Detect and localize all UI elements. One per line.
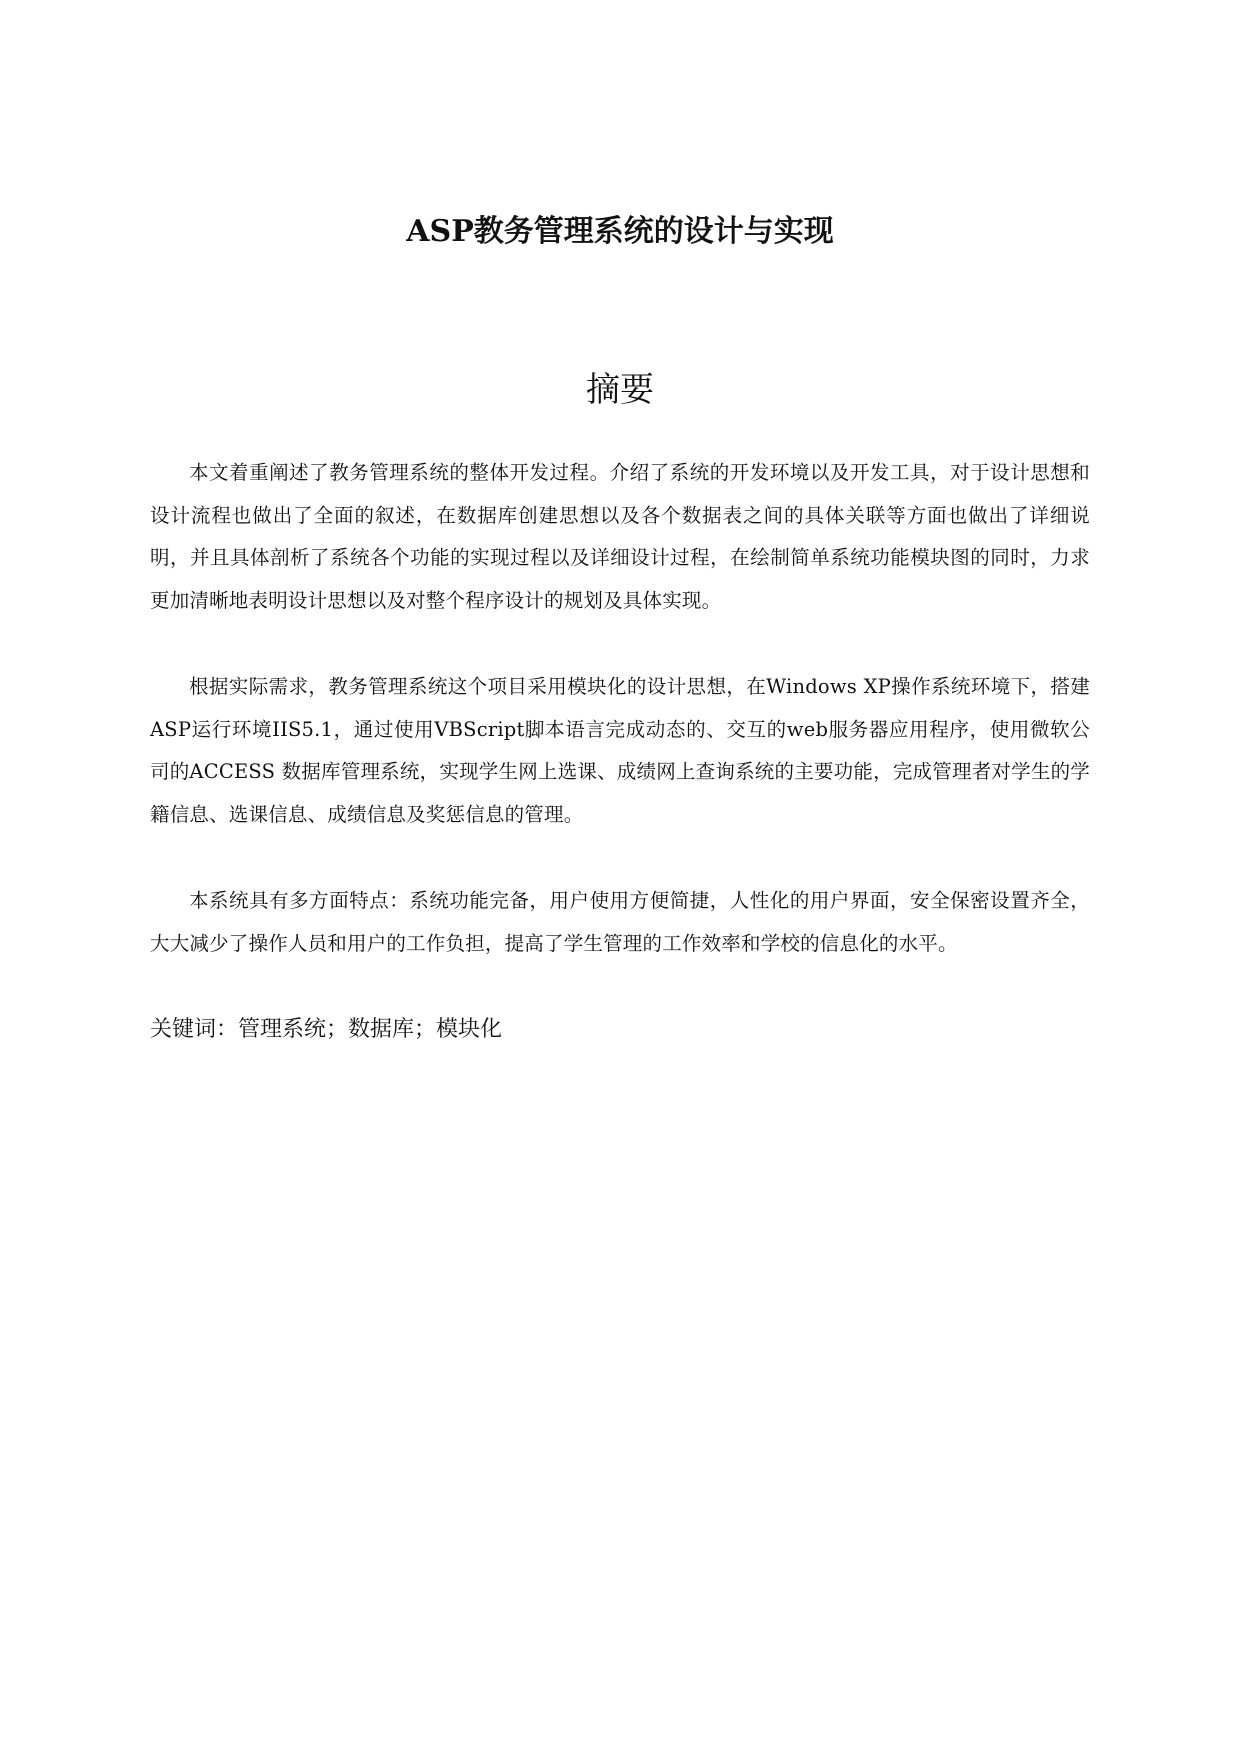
document-title: ASP教务管理系统的设计与实现	[406, 214, 834, 249]
abstract-body	[150, 452, 1090, 965]
abstract-heading: 摘要	[586, 370, 654, 410]
abstract-paragraph-3: 本系统具有多方面特点：系统功能完备，用户使用方便简捷，人性化的用户界面，安全保密设置齐全，大大减少了操作人员和用户的工作负担，提高了学生管理的工作效率和学校的信息化的水平。	[150, 889, 1090, 955]
keywords-line: 关键词：管理系统；数据库；模块化	[150, 1017, 503, 1042]
abstract-paragraph-2: 根据实际需求，教务管理系统这个项目采用模块化的设计思想，在Windows XP操作系统环境下，搭建ASP运行环境IIS5.1，通过使用VBScript脚本语言完成动态的、交互的web服务器应用程序，使用微软公司的ACCESS 数据库管理系统，实现学生网上选课、成绩网上查询系统的主要功能，完成管理者对学生的学籍信息、选课信息、成绩信息及奖惩信息的管理。	[150, 675, 1090, 826]
abstract-paragraph-1: 本文着重阐述了教务管理系统的整体开发过程。介绍了系统的开发环境以及开发工具，对于设计思想和设计流程也做出了全面的叙述，在数据库创建思想以及各个数据表之间的具体关联等方面也做出了详细说明，并且具体剖析了系统各个功能的实现过程以及详细设计过程，在绘制简单系统功能模块图的同时，力求更加清晰地表明设计思想以及对整个程序设计的规划及具体实现。	[150, 461, 1090, 612]
